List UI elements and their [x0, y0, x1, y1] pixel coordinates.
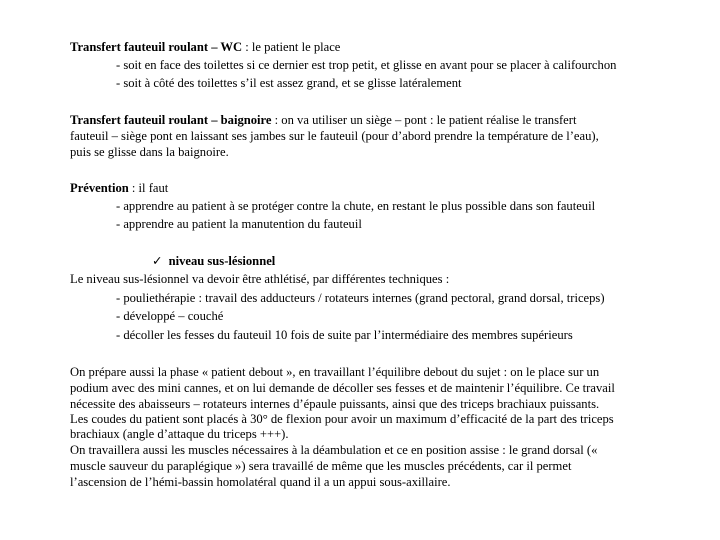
sus-lesional-heading — [152, 254, 275, 270]
standing-line-1: On prépare aussi la phase « patient debout », en travaillant l’équilibre debout du sujet : on le place sur un — [70, 365, 600, 379]
standing-line-8: l’ascension de l’hémi-bassin homolatéral quand il a un appui sous-axillaire. — [70, 475, 451, 489]
bath-transfer-line-2: fauteuil – siège pont en laissant ses jambes sur le fauteuil (pour d’abord prendre la température de l’eau), — [70, 129, 599, 143]
wc-transfer-title: Transfert fauteuil roulant – WC — [70, 40, 243, 54]
bath-transfer-text: : on va utiliser un siège – pont : le patient réalise le transfert — [271, 113, 577, 127]
prevention-paragraph — [70, 181, 168, 197]
sus-lesional-item-1: - pouliethérapie : travail des adducteurs / rotateurs internes (grand pectoral, grand dorsal, triceps) — [116, 291, 605, 305]
bath-transfer-line-3: puis se glisse dans la baignoire. — [70, 145, 229, 159]
sus-lesional-item-2: - développé – couché — [116, 309, 224, 323]
standing-line-5: brachiaux (angle d’attaque du triceps +++). — [70, 427, 289, 441]
wc-transfer-text: : le patient le place — [242, 40, 341, 54]
prevention-item-2: - apprendre au patient la manutention du fauteuil — [116, 217, 362, 231]
wc-transfer-item-1: - soit en face des toilettes si ce dernier est trop petit, et glisse en avant pour se placer à califourchon — [116, 58, 617, 72]
standing-line-6: On travaillera aussi les muscles nécessaires à la déambulation et ce en position assise : le grand dorsal (« — [70, 443, 598, 457]
sus-lesional-title: niveau sus-lésionnel — [168, 254, 276, 268]
standing-line-4: Les coudes du patient sont placés à 30° de flexion pour avoir un maximum d’efficacité de la part des triceps — [70, 412, 614, 426]
sus-lesional-intro: Le niveau sus-lésionnel va devoir être athlétisé, par différentes techniques : — [70, 272, 450, 286]
prevention-item-1: - apprendre au patient à se protéger contre la chute, en restant le plus possible dans son fauteuil — [116, 199, 596, 213]
prevention-title: Prévention — [70, 181, 129, 195]
sus-lesional-item-3: - décoller les fesses du fauteuil 10 fois de suite par l’intermédiaire des membres supérieurs — [116, 328, 573, 342]
bath-transfer-title: Transfert fauteuil roulant – baignoire — [70, 113, 272, 127]
wc-transfer-paragraph — [70, 40, 340, 56]
standing-line-3: nécessite des abaisseurs – rotateurs internes d’épaule puissants, ainsi que des triceps brachiaux puissants. — [70, 397, 600, 411]
prevention-text: : il faut — [128, 181, 169, 195]
bath-transfer-paragraph — [70, 113, 576, 129]
standing-line-2: podium avec des mini cannes, et on lui demande de décoller ses fesses et de maintenir l’équilibre. Ce travail — [70, 381, 615, 395]
wc-transfer-item-2: - soit à côté des toilettes s’il est assez grand, et se glisse latéralement — [116, 76, 462, 90]
checkmark-icon: ✓ — [152, 254, 163, 268]
standing-line-7: muscle sauveur du paraplégique ») sera travaillé de même que les muscles précédents, car il permet — [70, 459, 572, 473]
